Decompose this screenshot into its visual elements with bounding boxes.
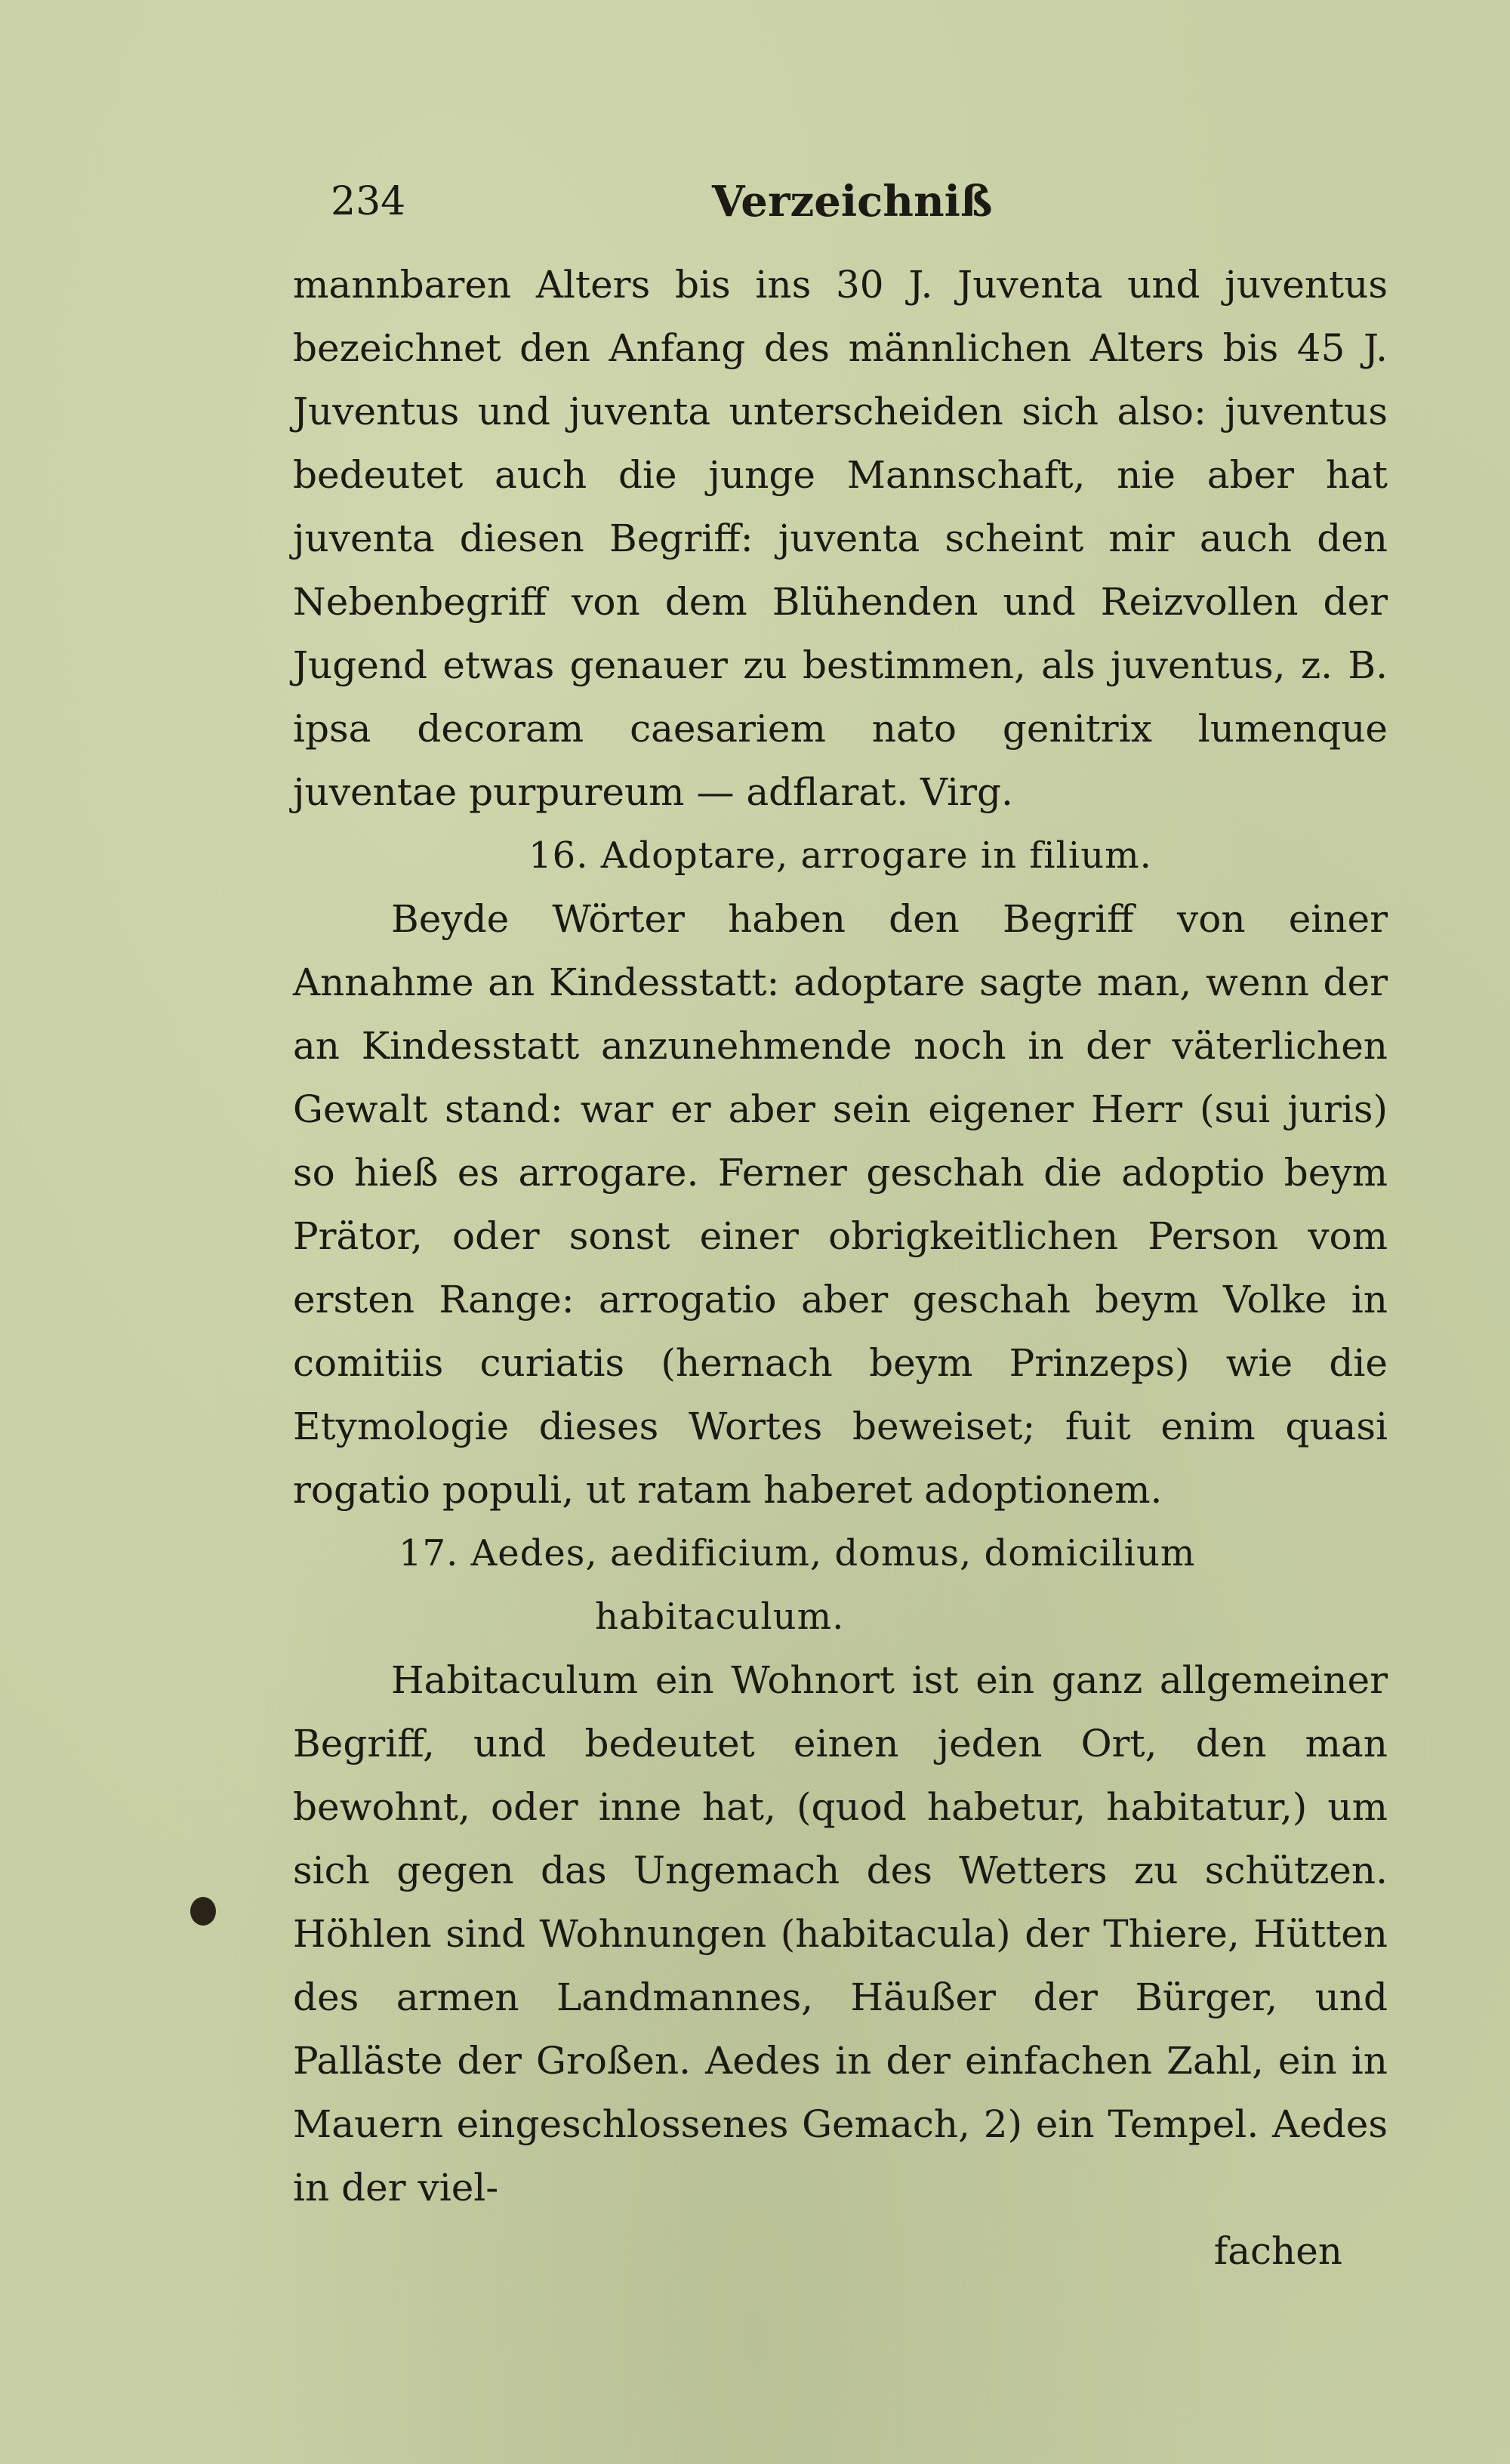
running-title: Verzeichniß [712,177,993,227]
entry-17-heading: 17. Aedes, aedificium, domus, domicilium [399,1532,1196,1574]
entry-17-text: Habitaculum ein Wohnort ist ein ganz allgemeiner Begriff, und bedeutet einen jeden Ort, den man bewohnt, oder inne hat, (quod habetur, habitatur,) um sich gegen das Ungemach des Wetters zu schützen. Höhlen sind Wohnungen (habitacula) der Thiere, Hütten des armen Landmannes, Häußer der Bürger, und Palläste der Großen. Aedes in der einfachen Zahl, ein in Mauern eingeschlossenes Gemach, 2) ein Tempel. Aedes in der viel- [293,1658,1388,2210]
entry-17-heading-cont: habitaculum. [595,1596,845,1638]
entry-16-heading: 16. Adoptare, arrogare in filium. [528,834,1152,877]
page-number: 234 [331,179,406,224]
catch-word: fachen [1213,2229,1342,2273]
text-block [293,155,1388,2283]
running-head [293,155,1388,253]
ink-blot [190,1897,216,1926]
paragraph-continuation: mannbaren Alters bis ins 30 J. Juventa und juventus bezeichnet den Anfang des männlichen Alters bis 45 J. Juventus und juventa unterscheiden sich also: juventus bedeutet auch die junge Mannschaft, nie aber hat juventa diesen Begriff: juventa scheint mir auch den Nebenbegriff von dem Blühenden und Reizvollen der Jugend etwas genauer zu bestimmen, als juventus, z. B. ipsa decoram caesariem nato genitrix lumenque juventae purpureum — adflarat. Virg. [293,263,1388,814]
entry-16-text: Beyde Wörter haben den Begriff von einer Annahme an Kindesstatt: adoptare sagte man, wenn der an Kindesstatt anzunehmende noch in der väterlichen Gewalt stand: war er aber sein eigener Herr (sui juris) so hieß es arrogare. Ferner geschah die adoptio beym Prätor, oder sonst einer obrigkeitlichen Person vom ersten Range: arrogatio aber geschah beym Volke in comitiis curiatis (hernach beym Prinzeps) wie die Etymologie dieses Wortes beweiset; fuit enim quasi rogatio populi, ut ratam haberet adoptionem. [293,897,1388,1512]
